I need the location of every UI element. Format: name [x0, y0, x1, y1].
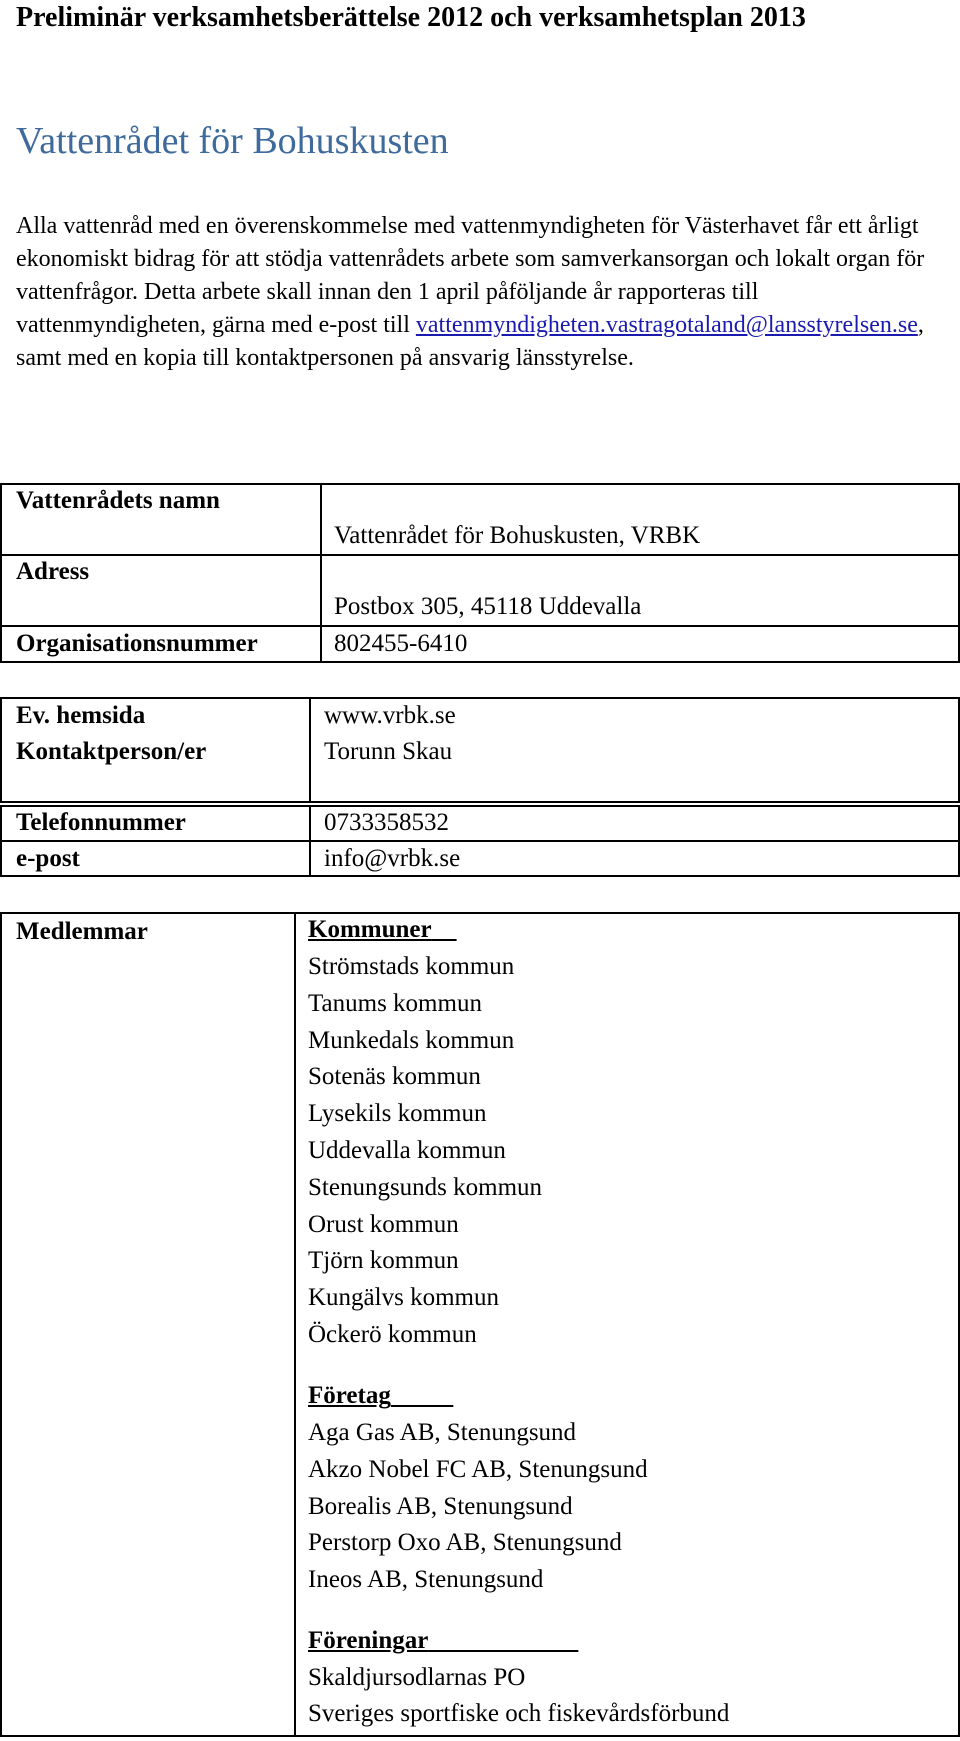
address-label: Adress [16, 558, 90, 585]
intro-text-before: Alla vattenråd med en överenskommelse med vattenmyndigheten för Västerhavet får ett årligt ekonomiskt bidrag för att stödja vattenrådets arbete som samverkansorgan och lokalt organ för vattenfrågor. Detta arbete skall innan den 1 april påföljande år rapporteras till vattenmyndigheten, gärna med e-post till [16, 213, 925, 338]
address-value: Postbox 305, 45118 Uddevalla [334, 593, 642, 620]
intro-paragraph [16, 210, 951, 375]
email-value[interactable]: info@vrbk.se [324, 845, 461, 872]
list-item: Munkedals kommun [308, 1027, 515, 1054]
list-item: Kungälvs kommun [308, 1284, 499, 1311]
organization-heading: Vattenrådet för Bohuskusten [16, 120, 449, 162]
list-item: Ineos AB, Stenungsund [308, 1566, 544, 1593]
members-label: Medlemmar [16, 918, 148, 945]
list-item: Orust kommun [308, 1211, 459, 1238]
list-item: Akzo Nobel FC AB, Stenungsund [308, 1456, 648, 1483]
list-item: Stenungsunds kommun [308, 1174, 543, 1201]
list-item: Tjörn kommun [308, 1247, 459, 1274]
contact-value: Torunn Skau [324, 738, 453, 765]
list-item: Tanums kommun [308, 990, 482, 1017]
foretag-heading: Företag [308, 1382, 391, 1409]
members-table-divider [294, 912, 296, 1737]
list-item: Strömstads kommun [308, 953, 515, 980]
name-label: Vattenrådets namn [16, 487, 220, 514]
list-item: Öckerö kommun [308, 1321, 477, 1348]
phone-table-row-line [0, 840, 960, 842]
list-item: Uddevalla kommun [308, 1137, 506, 1164]
list-item: Lysekils kommun [308, 1100, 487, 1127]
intro-text-after: , samt med en kopia till kontaktpersonen på ansvarig länsstyrelse. [16, 312, 924, 371]
list-item: Sveriges sportfiske och fiskevårdsförbund [308, 1700, 730, 1727]
email-label: e-post [16, 845, 80, 872]
phone-value: 0733358532 [324, 809, 449, 836]
website-label: Ev. hemsida [16, 702, 146, 729]
email-link[interactable]: vattenmyndigheten.vastragotaland@lansstyrelsen.se [415, 312, 918, 338]
foreningar-heading: Föreningar [308, 1627, 429, 1654]
info-table-row-line [0, 625, 960, 627]
name-value: Vattenrådet för Bohuskusten, VRBK [334, 522, 701, 549]
phone-label: Telefonnummer [16, 809, 186, 836]
document-title: Preliminär verksamhetsberättelse 2012 och verksamhetsplan 2013 [16, 2, 806, 33]
kommuner-heading: Kommuner [308, 916, 432, 943]
list-item: Aga Gas AB, Stenungsund [308, 1419, 577, 1446]
info-table-divider [320, 483, 322, 663]
info-table-row-line [0, 554, 960, 556]
list-item: Sotenäs kommun [308, 1063, 481, 1090]
orgnr-value: 802455-6410 [334, 630, 468, 657]
list-item: Borealis AB, Stenungsund [308, 1493, 573, 1520]
list-item: Perstorp Oxo AB, Stenungsund [308, 1529, 622, 1556]
list-item: Skaldjursodlarnas PO [308, 1664, 526, 1691]
website-value[interactable]: www.vrbk.se [324, 702, 456, 729]
orgnr-label: Organisationsnummer [16, 630, 258, 657]
contact-table-divider [309, 697, 311, 803]
contact-label: Kontaktperson/er [16, 738, 207, 765]
